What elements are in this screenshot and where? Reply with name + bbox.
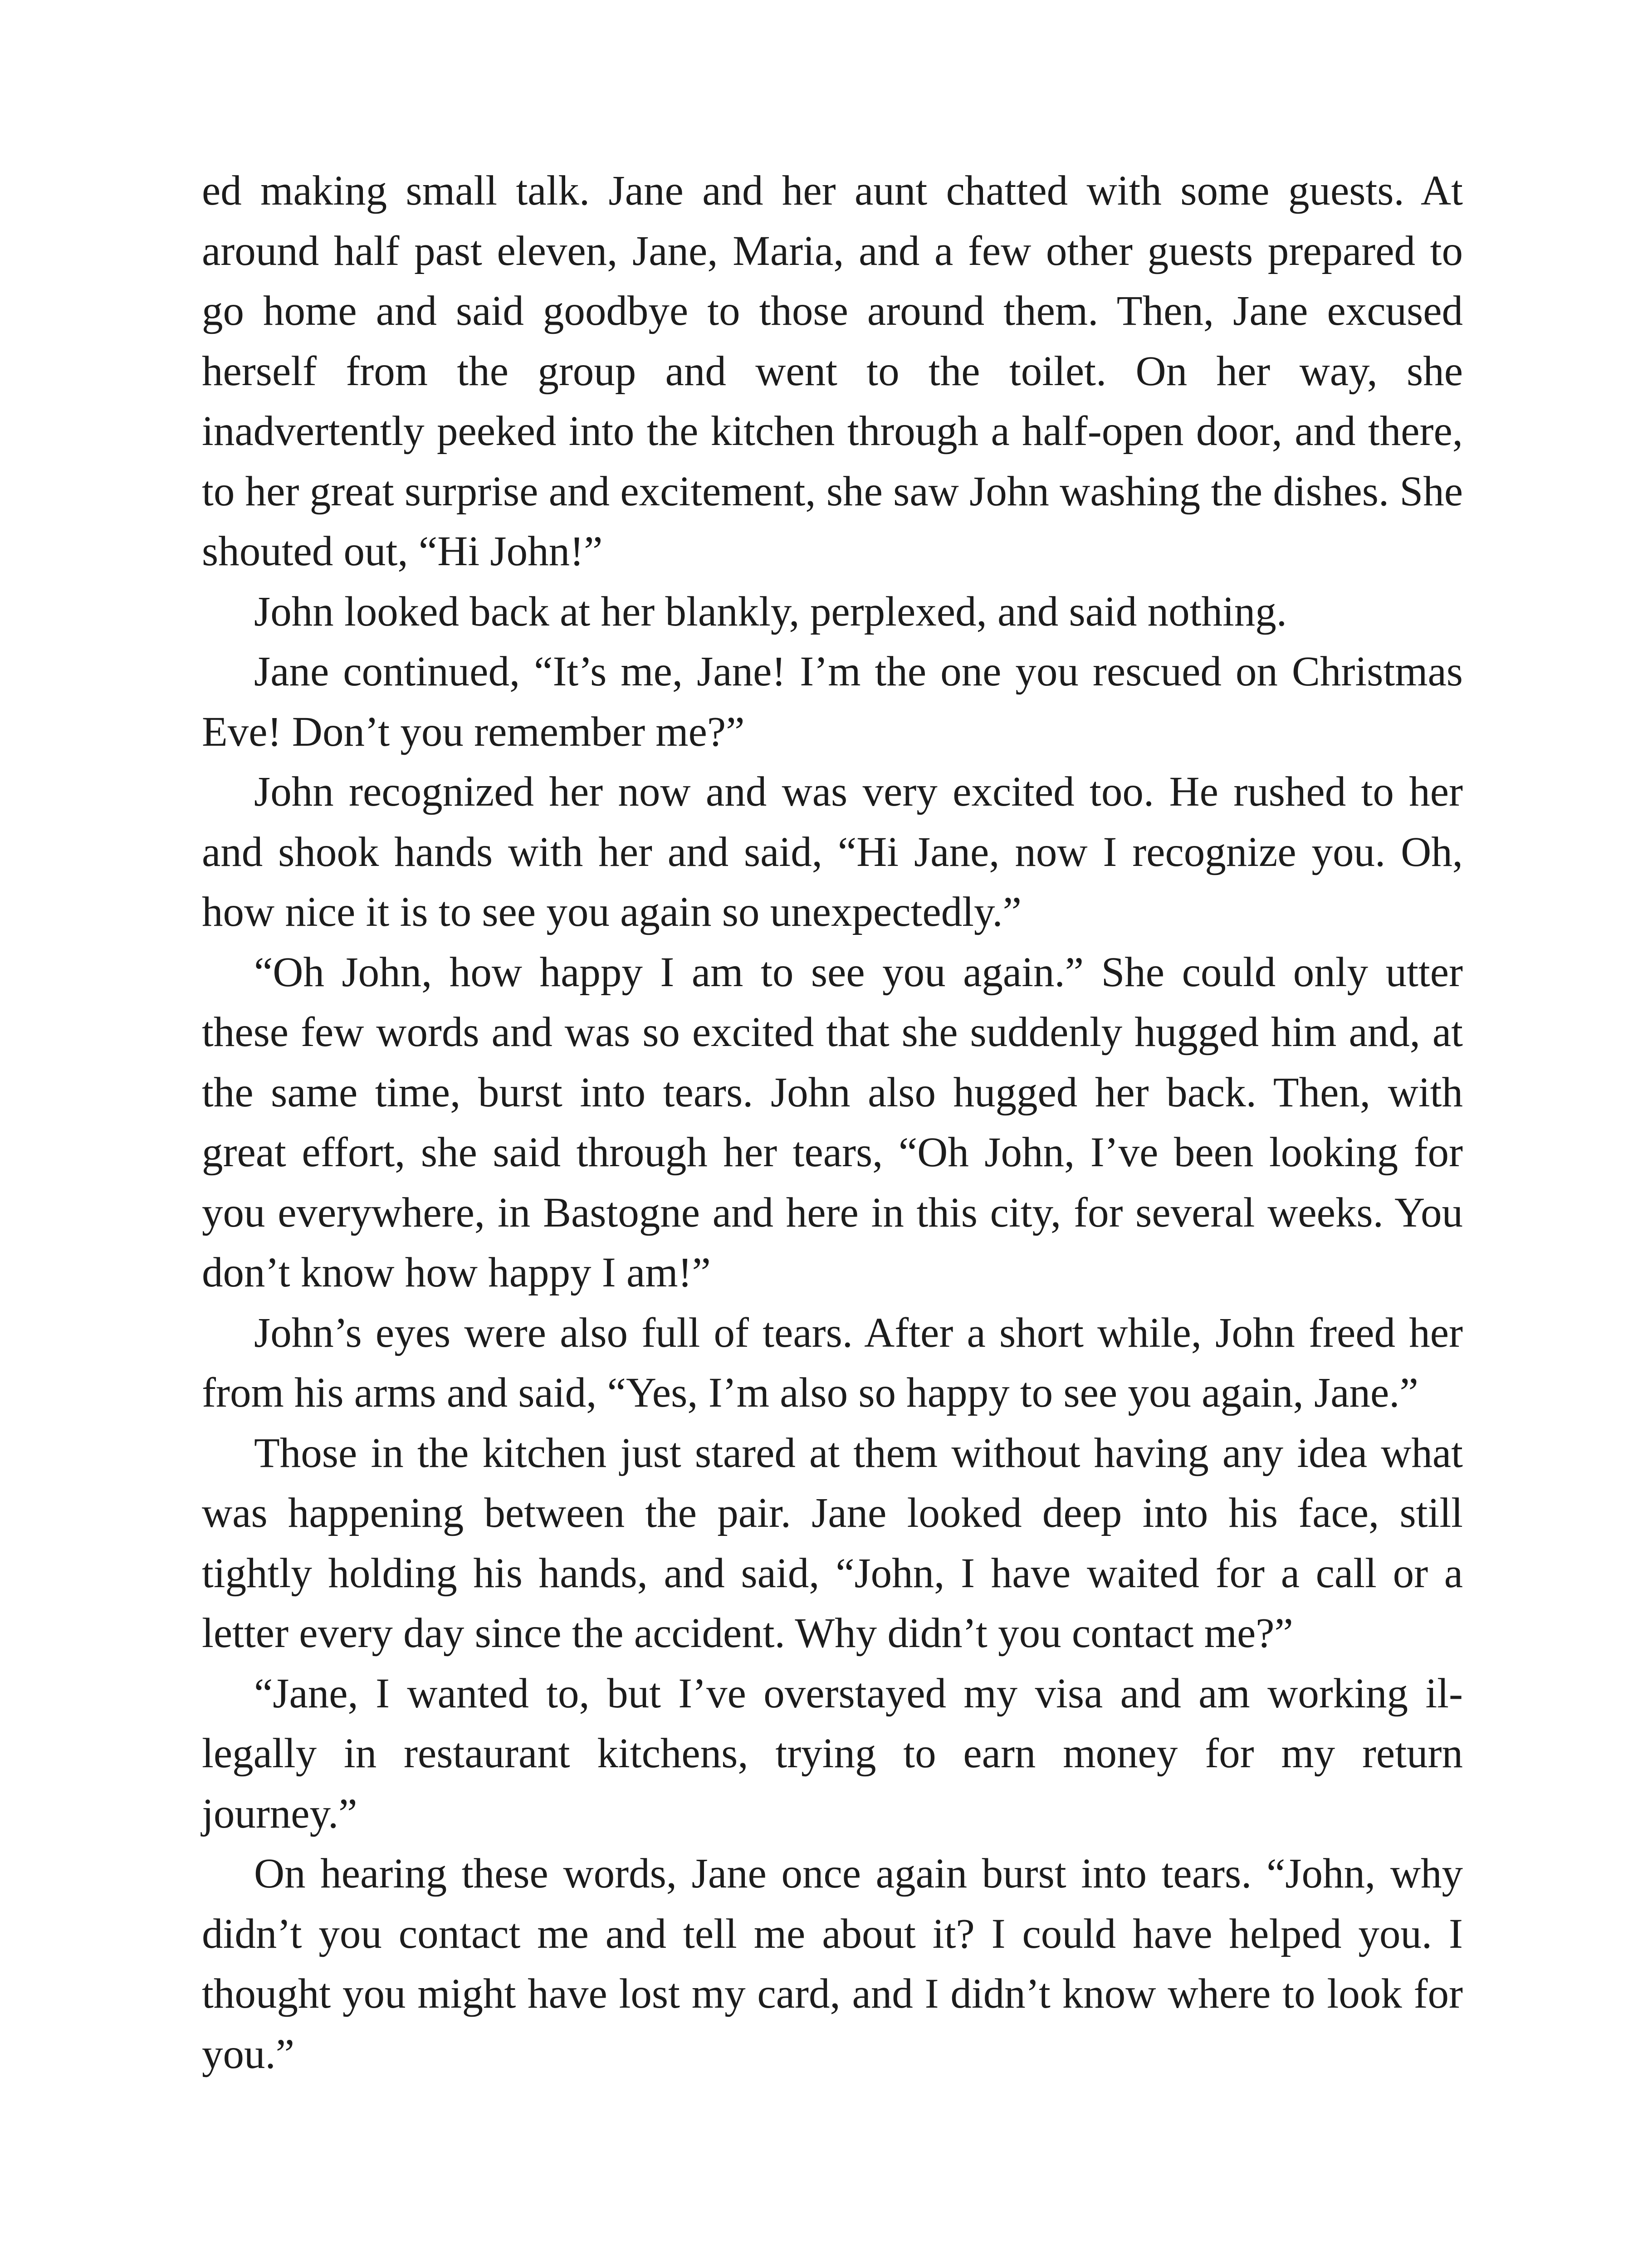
paragraph: John’s eyes were also full of tears. After a short while, John freed her from his arms and said, “Yes, I’m also so happy to see you again, Jane.” <box>202 1309 1463 1416</box>
body-text <box>202 161 1463 2084</box>
paragraph: “Oh John, how happy I am to see you again.” She could only utter these few words and was so excited that she suddenly hugged him and, at the same time, burst into tears. John also hugged her back. Then, with great effort, she said through her tears, “Oh John, I’ve been looking for you everywhere, in Bastogne and here in this city, for several weeks. You don’t know how happy I am!” <box>202 948 1463 1296</box>
paragraph: ed making small talk. Jane and her aunt chatted with some guests. At around half past eleven, Jane, Maria, and a few other guests prepared to go home and said goodbye to those around them. Then, Jane excused herself from the group and went to the toilet. On her way, she inadvertently peeked into the kitchen through a half-open door, and there, to her great surprise and excitement, she saw John washing the dishes. She shouted out, “Hi John!” <box>202 167 1463 575</box>
paragraph: Jane continued, “It’s me, Jane! I’m the one you rescued on Christmas Eve! Don’t you remember me?” <box>202 648 1463 755</box>
paragraph: “Jane, I wanted to, but I’ve overstayed my visa and am working illegally in restaurant kitchens, trying to earn money for my return journey.” <box>202 1670 1463 1837</box>
paragraph: Those in the kitchen just stared at them without having any idea what was happening between the pair. Jane looked deep into his face, still tightly holding his hands, and said, “John, I have waited for a call or a letter every day since the accident. Why didn’t you contact me?” <box>202 1429 1463 1657</box>
paragraph: John looked back at her blankly, perplexed, and said nothing. <box>254 588 1287 635</box>
paragraph: On hearing these words, Jane once again burst into tears. “John, why didn’t you contact me and tell me about it? I could have helped you. I thought you might have lost my card, and I didn’t know where to look for you.” <box>202 1850 1463 2077</box>
paragraph: John recognized her now and was very excited too. He rushed to her and shook hands with her and said, “Hi Jane, now I recognize you. Oh, how nice it is to see you again so unexpectedly.” <box>202 768 1463 935</box>
